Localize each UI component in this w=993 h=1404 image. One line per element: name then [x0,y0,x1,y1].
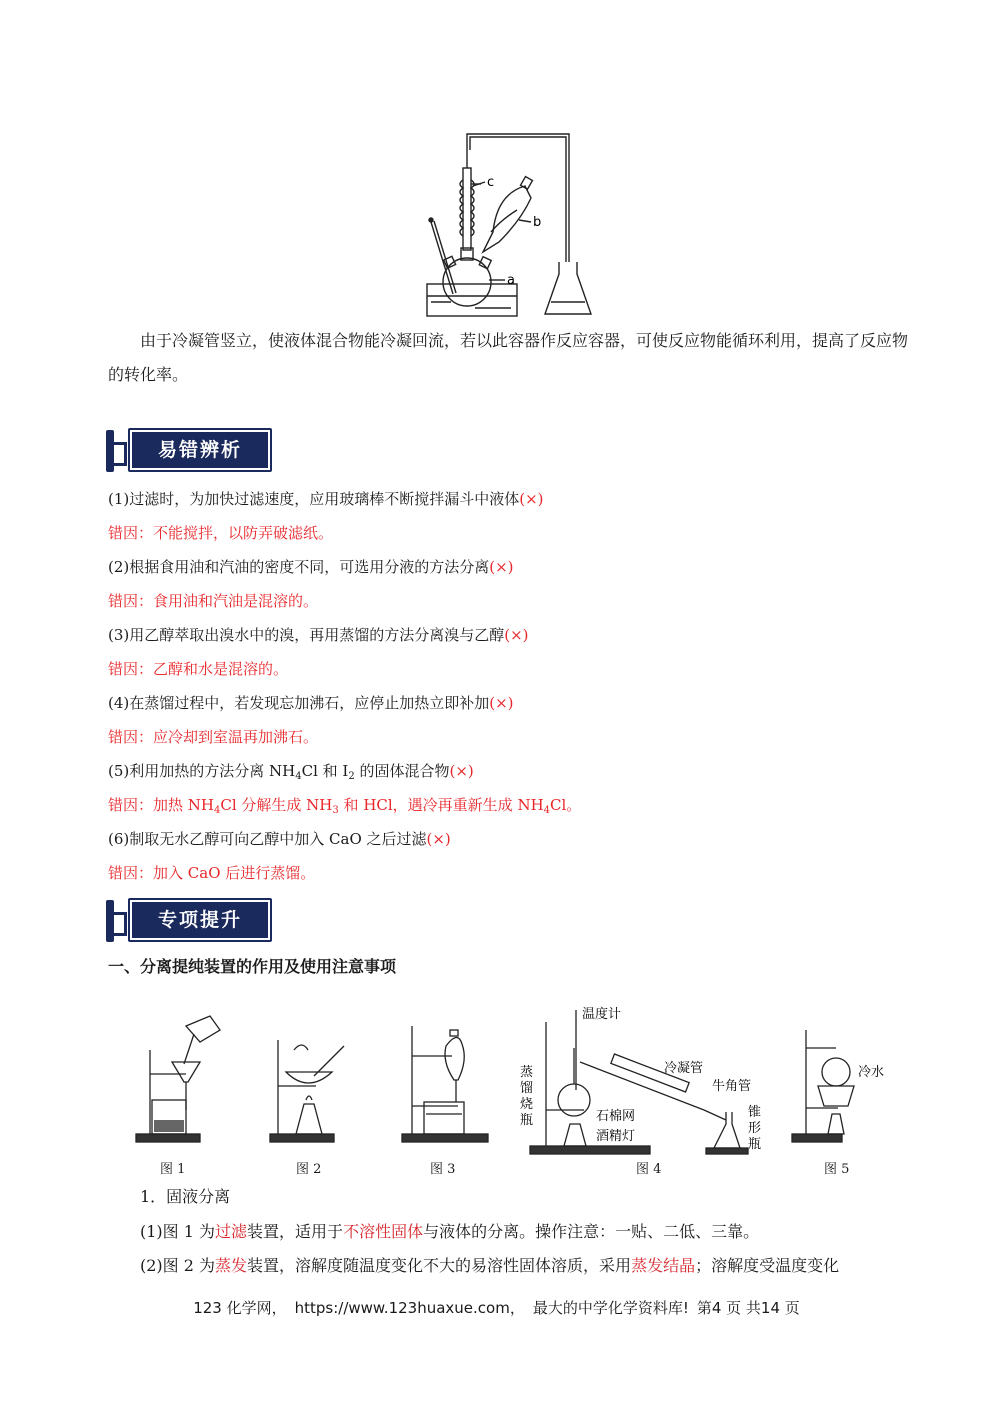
keyword: 蒸发结晶 [631,1256,696,1275]
label-erlen-2: 形 [748,1121,762,1136]
label-flask-1: 蒸 [520,1065,534,1080]
wrong-mark: (×) [504,626,529,644]
section-banner-advance [106,898,270,944]
page-footer [0,1296,993,1320]
section-banner-errors [106,428,270,474]
wrong-mark: (×) [489,694,514,712]
keyword: 过滤 [215,1222,248,1241]
label-gauze: 石棉网 [596,1109,636,1124]
item-6: (6)制取无水乙醇可向乙醇中加入 CaO 之后过滤(×) [108,830,451,848]
caption-fig3: 图 3 [430,1162,456,1177]
caption-fig4: 图 4 [636,1162,662,1177]
label-c: c [487,175,495,190]
banner-title: 专项提升 [128,898,272,942]
item-3: (3)用乙醇萃取出溴水中的溴，再用蒸馏的方法分离溴与乙醇(×) [108,626,529,644]
label-flask-3: 烧 [520,1097,534,1112]
reason-4: 错因：应冷却到室温再加沸石。 [108,728,319,746]
footer-slogan: 最大的中学化学资料库! [532,1299,689,1317]
paragraph-2: (2)图 2 为蒸发装置，溶解度随温度变化不大的易溶性固体溶质，采用蒸发结晶；溶解度受温度变化 [140,1256,840,1275]
item-4: (4)在蒸馏过程中，若发现忘加沸石，应停止加热立即补加(×) [108,694,514,712]
label-adapter: 牛角管 [712,1079,752,1094]
banner-title: 易错辨析 [128,428,272,472]
section-heading: 一、分离提纯装置的作用及使用注意事项 [108,957,397,976]
item-5: (5)利用加热的方法分离 $NH_4Cl$ 和 $I_2$ 的固体混合物(×) [108,762,474,782]
caption-fig1: 图 1 [160,1162,186,1177]
footer-url[interactable]: https://www.123huaxue.com， [294,1299,525,1317]
item-1: (1)过滤时，为加快过滤速度，应用玻璃棒不断搅拌漏斗中液体(×) [108,490,544,508]
caption-fig5: 图 5 [824,1162,850,1177]
wrong-mark: (×) [519,490,544,508]
label-flask-4: 瓶 [520,1113,534,1128]
page-number: 第4 页 共14 页 [696,1299,800,1317]
wrong-mark: (×) [426,830,451,848]
caption-fig2: 图 2 [296,1162,322,1177]
separation-apparatus-figures [128,990,908,1180]
label-cold-water: 冷水 [858,1065,885,1080]
label-erlen-3: 瓶 [748,1137,762,1152]
label-a: a [507,273,515,288]
reason-5: 错因：加热 $NH_4Cl$ 分解生成 $NH_3$ 和 HCl，遇冷再重新生成 $NH_4Cl$。 [108,796,582,816]
label-flask-2: 馏 [520,1081,534,1096]
keyword: 蒸发 [215,1256,248,1275]
label-erlen-1: 锥 [748,1105,762,1120]
paragraph-1: (1)图 1 为过滤装置，适用于不溶性固体与液体的分离。操作注意：一贴、二低、三靠。 [140,1222,760,1241]
subsection-title: 1．固液分离 [140,1187,231,1206]
reflux-apparatus-figure [415,124,595,320]
reason-2: 错因：食用油和汽油是混溶的。 [108,592,319,610]
label-thermometer: 温度计 [582,1007,622,1022]
reason-3: 错因：乙醇和水是混溶的。 [108,660,289,678]
reason-6: 错因：加入 CaO 后进行蒸馏。 [108,864,316,882]
intro-paragraph: 由于冷凝管竖立，使液体混合物能冷凝回流，若以此容器作反应容器，可使反应物能循环利用，提高了反应物的转化率。 [108,331,909,384]
keyword: 不溶性固体 [343,1222,424,1241]
label-b: b [533,215,542,230]
footer-site: 123 化学网， [193,1299,287,1317]
wrong-mark: (×) [489,558,514,576]
item-2: (2)根据食用油和汽油的密度不同，可选用分液的方法分离(×) [108,558,514,576]
reason-1: 错因：不能搅拌，以防弄破滤纸。 [108,524,334,542]
label-condenser: 冷凝管 [664,1061,704,1076]
wrong-mark: (×) [449,762,474,780]
label-lamp: 酒精灯 [596,1129,636,1144]
